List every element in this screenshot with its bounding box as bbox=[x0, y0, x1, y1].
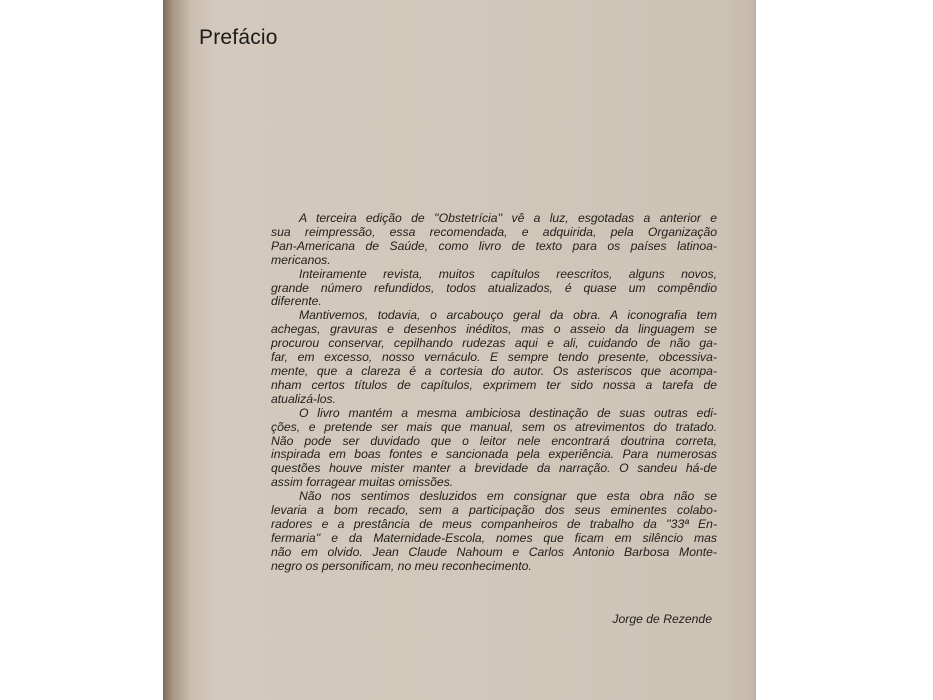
text-line: Não nos sentimos desluzidos em consignar que esta obra não se bbox=[299, 489, 717, 504]
text-line: Pan-Americana de Saúde, como livro de texto para os países latinoa- bbox=[271, 238, 717, 253]
text-line: procurou conservar, cepilhando rudezas aqui e ali, cuidando de não ga- bbox=[271, 336, 717, 351]
text-line: assim forragear muitas omissões. bbox=[271, 475, 454, 490]
book-page bbox=[163, 0, 756, 700]
page-title: Prefácio bbox=[199, 26, 278, 49]
text-line: negro os personificam, no meu reconhecimento. bbox=[271, 558, 532, 573]
text-line: mente, que a clareza é a cortesia do autor. Os asteriscos que acompa- bbox=[271, 363, 717, 378]
paragraph-1 bbox=[271, 212, 717, 268]
text-line: Mantivemos, todavia, o arcabouço geral da obra. A iconografia tem bbox=[299, 308, 717, 323]
text-line: grande número refundidos, todos atualizados, é quase um compêndio bbox=[271, 280, 717, 295]
preface-body bbox=[271, 212, 717, 574]
text-line: radores e a prestância de meus companheiros de trabalho da ''33ª En- bbox=[271, 516, 717, 531]
text-line: questões houve mister manter a brevidade da narração. O sandeu há-de bbox=[271, 461, 717, 476]
paragraph-2 bbox=[271, 268, 717, 310]
text-line: Não pode ser duvidado que o leitor nele encontrará doutrina correta, bbox=[271, 433, 717, 448]
text-line: diferente. bbox=[271, 294, 322, 309]
text-line: O livro mantém a mesma ambiciosa destinação de suas outras edi- bbox=[299, 405, 717, 420]
author-signature: Jorge de Rezende bbox=[612, 612, 712, 626]
text-line: atualizá-los. bbox=[271, 391, 337, 406]
text-line: ções, e pretende ser mais que manual, sem os atrevimentos do tratado. bbox=[271, 419, 717, 434]
text-line: sua reimpressão, essa recomendada, e adquirida, pela Organização bbox=[271, 224, 717, 239]
text-line: fermaria'' e da Maternidade-Escola, nomes que ficam em silêncio mas bbox=[271, 530, 717, 545]
text-line: não em olvido. Jean Claude Nahoum e Carlos Antonio Barbosa Monte- bbox=[271, 544, 717, 559]
text-line: mericanos. bbox=[271, 252, 331, 267]
paragraph-5 bbox=[271, 490, 717, 573]
text-line: inspirada em boas fontes e sancionada pela experiência. Para numerosas bbox=[271, 447, 717, 462]
text-line: A terceira edição de ''Obstetrícia'' vê a luz, esgotadas a anterior e bbox=[299, 211, 717, 225]
text-line: achegas, gravuras e desenhos inéditos, mas o asseio da linguagem se bbox=[271, 322, 717, 337]
paragraph-3 bbox=[271, 309, 717, 406]
text-line: Inteiramente revista, muitos capítulos reescritos, alguns novos, bbox=[299, 266, 717, 281]
paragraph-4 bbox=[271, 407, 717, 490]
text-line: levaria a bom recado, sem a participação dos seus eminentes colabo- bbox=[271, 503, 717, 518]
text-line: far, em excesso, nosso vernáculo. E sempre tendo presente, obcessiva- bbox=[271, 350, 717, 365]
text-line: nham certos títulos de capítulos, exprimem ter sido nossa a tarefa de bbox=[271, 377, 717, 392]
